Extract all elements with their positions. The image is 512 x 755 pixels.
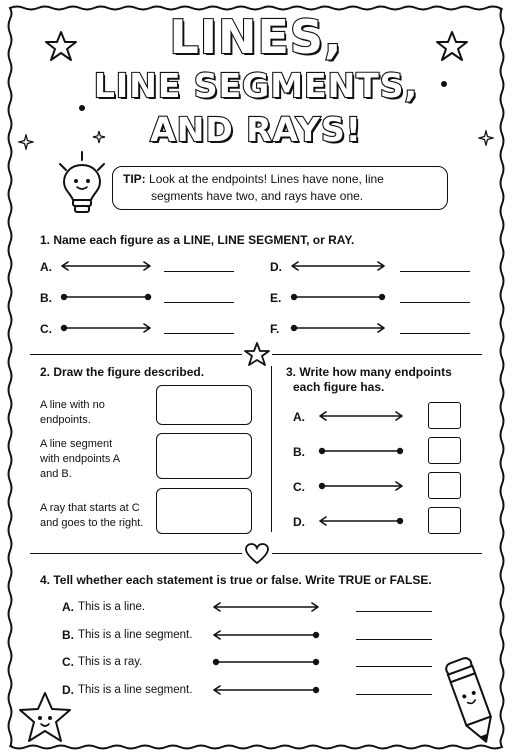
answer-blank[interactable] bbox=[356, 639, 432, 640]
figure-segment bbox=[316, 444, 406, 458]
smiling-star-icon bbox=[16, 690, 74, 746]
section-divider bbox=[272, 553, 482, 554]
section-3-heading-1: 3. Write how many endpoints bbox=[286, 365, 452, 379]
figure-line bbox=[316, 409, 406, 423]
endpoint-count-box[interactable] bbox=[428, 437, 461, 464]
answer-blank[interactable] bbox=[356, 666, 432, 667]
tip-text-1: Look at the endpoints! Lines have none, line bbox=[149, 172, 384, 186]
drawing-box[interactable] bbox=[156, 385, 252, 425]
section-3-heading-2: each figure has. bbox=[293, 380, 385, 394]
figure-ray-left bbox=[210, 628, 322, 642]
answer-blank[interactable] bbox=[400, 271, 470, 272]
heart-icon bbox=[244, 542, 270, 566]
answer-blank[interactable] bbox=[400, 333, 470, 334]
s1-label-a: A. bbox=[40, 260, 52, 274]
lightbulb-icon bbox=[52, 148, 112, 220]
endpoint-count-box[interactable] bbox=[428, 507, 461, 534]
tip-box bbox=[112, 166, 448, 210]
s4-label-b: B. bbox=[62, 628, 74, 642]
s3-label-a: A. bbox=[293, 410, 305, 424]
s2-prompt-3: A ray that starts at C and goes to the right. bbox=[40, 502, 144, 529]
s4-statement-a: This is a line. bbox=[78, 601, 146, 613]
s3-label-b: B. bbox=[293, 445, 305, 459]
title-line-2: LINE SEGMENTS, bbox=[93, 66, 419, 105]
section-divider bbox=[30, 553, 242, 554]
s4-statement-d: This is a line segment. bbox=[78, 684, 193, 696]
drawing-box[interactable] bbox=[156, 433, 252, 479]
answer-blank[interactable] bbox=[400, 302, 470, 303]
drawing-box[interactable] bbox=[156, 488, 252, 534]
answer-blank[interactable] bbox=[164, 271, 234, 272]
s4-label-a: A. bbox=[62, 600, 74, 614]
figure-segment bbox=[210, 655, 322, 669]
s4-label-d: D. bbox=[62, 683, 74, 697]
star-icon bbox=[243, 341, 271, 367]
s3-label-d: D. bbox=[293, 515, 305, 529]
section-divider bbox=[272, 354, 482, 355]
figure-ray bbox=[288, 321, 388, 335]
figure-ray bbox=[316, 479, 406, 493]
s4-label-c: C. bbox=[62, 655, 74, 669]
s1-label-e: E. bbox=[270, 291, 282, 305]
title-line-3: AND RAYS! bbox=[150, 110, 362, 149]
figure-line bbox=[288, 259, 388, 273]
s1-label-f: F. bbox=[270, 322, 280, 336]
pencil-icon bbox=[440, 650, 504, 750]
answer-blank[interactable] bbox=[164, 333, 234, 334]
s2-prompt-2: A line segment with endpoints A and B. bbox=[40, 438, 120, 480]
figure-segment bbox=[288, 290, 388, 304]
s1-label-d: D. bbox=[270, 260, 282, 274]
s3-label-c: C. bbox=[293, 480, 305, 494]
endpoint-count-box[interactable] bbox=[428, 472, 461, 499]
section-divider bbox=[30, 354, 242, 355]
figure-segment bbox=[58, 290, 154, 304]
answer-blank[interactable] bbox=[164, 302, 234, 303]
answer-blank[interactable] bbox=[356, 611, 432, 612]
figure-ray-left bbox=[210, 683, 322, 697]
s4-statement-b: This is a line segment. bbox=[78, 629, 193, 641]
figure-line bbox=[58, 259, 154, 273]
s1-label-c: C. bbox=[40, 322, 52, 336]
endpoint-count-box[interactable] bbox=[428, 402, 461, 429]
figure-ray-left bbox=[316, 514, 406, 528]
section-4-heading: 4. Tell whether each statement is true or false. Write TRUE or FALSE. bbox=[40, 573, 432, 587]
title-line-1: LINES, bbox=[169, 10, 343, 64]
s2-prompt-1: A line with no endpoints. bbox=[40, 399, 105, 426]
column-divider bbox=[271, 366, 272, 532]
section-2-heading: 2. Draw the figure described. bbox=[40, 365, 205, 379]
figure-ray bbox=[58, 321, 154, 335]
section-1-heading: 1. Name each figure as a LINE, LINE SEGMENT, or RAY. bbox=[40, 233, 355, 247]
tip-label: TIP: bbox=[123, 172, 146, 186]
figure-line bbox=[210, 600, 322, 614]
tip-text-2: segments have two, and rays have one. bbox=[151, 189, 364, 203]
s4-statement-c: This is a ray. bbox=[78, 656, 143, 668]
s1-label-b: B. bbox=[40, 291, 52, 305]
answer-blank[interactable] bbox=[356, 694, 432, 695]
